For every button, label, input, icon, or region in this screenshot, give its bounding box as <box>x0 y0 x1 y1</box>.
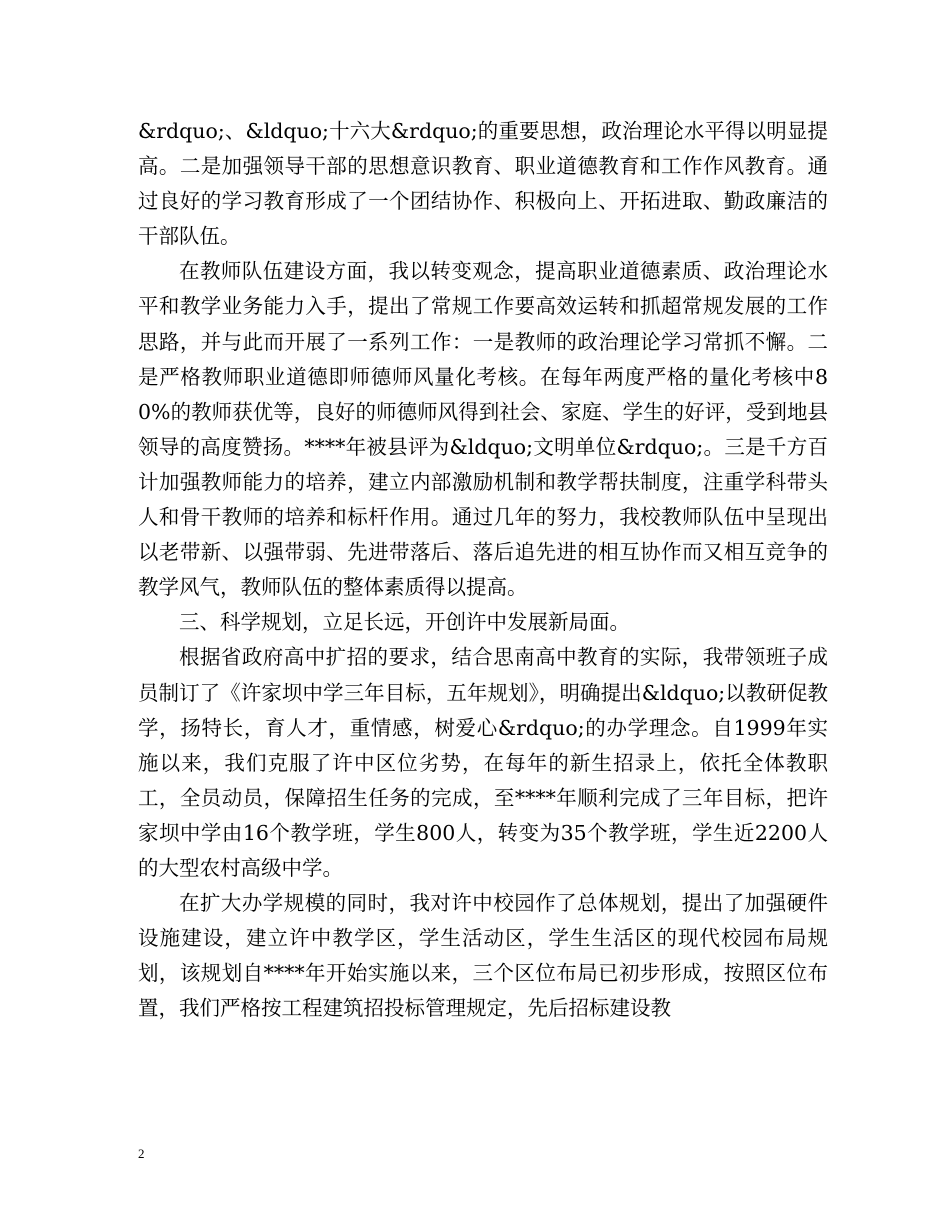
paragraph-2: 在教师队伍建设方面，我以转变观念，提高职业道德素质、政治理论水平和教学业务能力入手，提出了常规工作要高效运转和抓超常规发展的工作思路，并与此而开展了一系列工作：一是教师的政治理论学习常抓不懈。二是严格教师职业道德即师德师风量化考核。在每年两度严格的量化考核中80%的教师获优等，良好的师德师风得到社会、家庭、学生的好评，受到地县领导的高度赞扬。****年被县评为&ldquo;文明单位&rdquo;。三是千方百计加强教师能力的培养，建立内部激励机制和教学帮扶制度，注重学科带头人和骨干教师的培养和标杆作用。通过几年的努力，我校教师队伍中呈现出以老带新、以强带弱、先进带落后、落后追先进的相互协作而又相互竞争的教学风气，教师队伍的整体素质得以提高。 <box>138 259 828 600</box>
paragraph-3: 根据省政府高中扩招的要求，结合思南高中教育的实际，我带领班子成员制订了《许家坝中学三年目标，五年规划》，明确提出&ldquo;以教研促教学，扬特长，育人才，重情感，树爱心&rdquo;的办学理念。自1999年实施以来，我们克服了许中区位劣势，在每年的新生招录上，依托全体教职工，全员动员，保障招生任务的完成，至****年顺利完成了三年目标，把许家坝中学由16个教学班，学生800人，转变为35个教学班，学生近2200人的大型农村高级中学。 <box>138 645 828 880</box>
document-body <box>138 114 828 1026</box>
paragraph-4: 在扩大办学规模的同时，我对许中校园作了总体规划，提出了加强硬件设施建设，建立许中教学区，学生活动区，学生生活区的现代校园布局规划，该规划自****年开始实施以来，三个区位布局已初步形成，按照区位布置，我们严格按工程建筑招投标管理规定，先后招标建设教 <box>138 891 828 1021</box>
page-number: 2 <box>138 1146 145 1161</box>
section-heading: 三、科学规划，立足长远，开创许中发展新局面。 <box>179 610 630 635</box>
paragraph-1: &rdquo;、&ldquo;十六大&rdquo;的重要思想，政治理论水平得以明显提高。二是加强领导干部的思想意识教育、职业道德教育和工作作风教育。通过良好的学习教育形成了一个团结协作、积极向上、开拓进取、勤政廉洁的干部队伍。 <box>138 119 828 249</box>
